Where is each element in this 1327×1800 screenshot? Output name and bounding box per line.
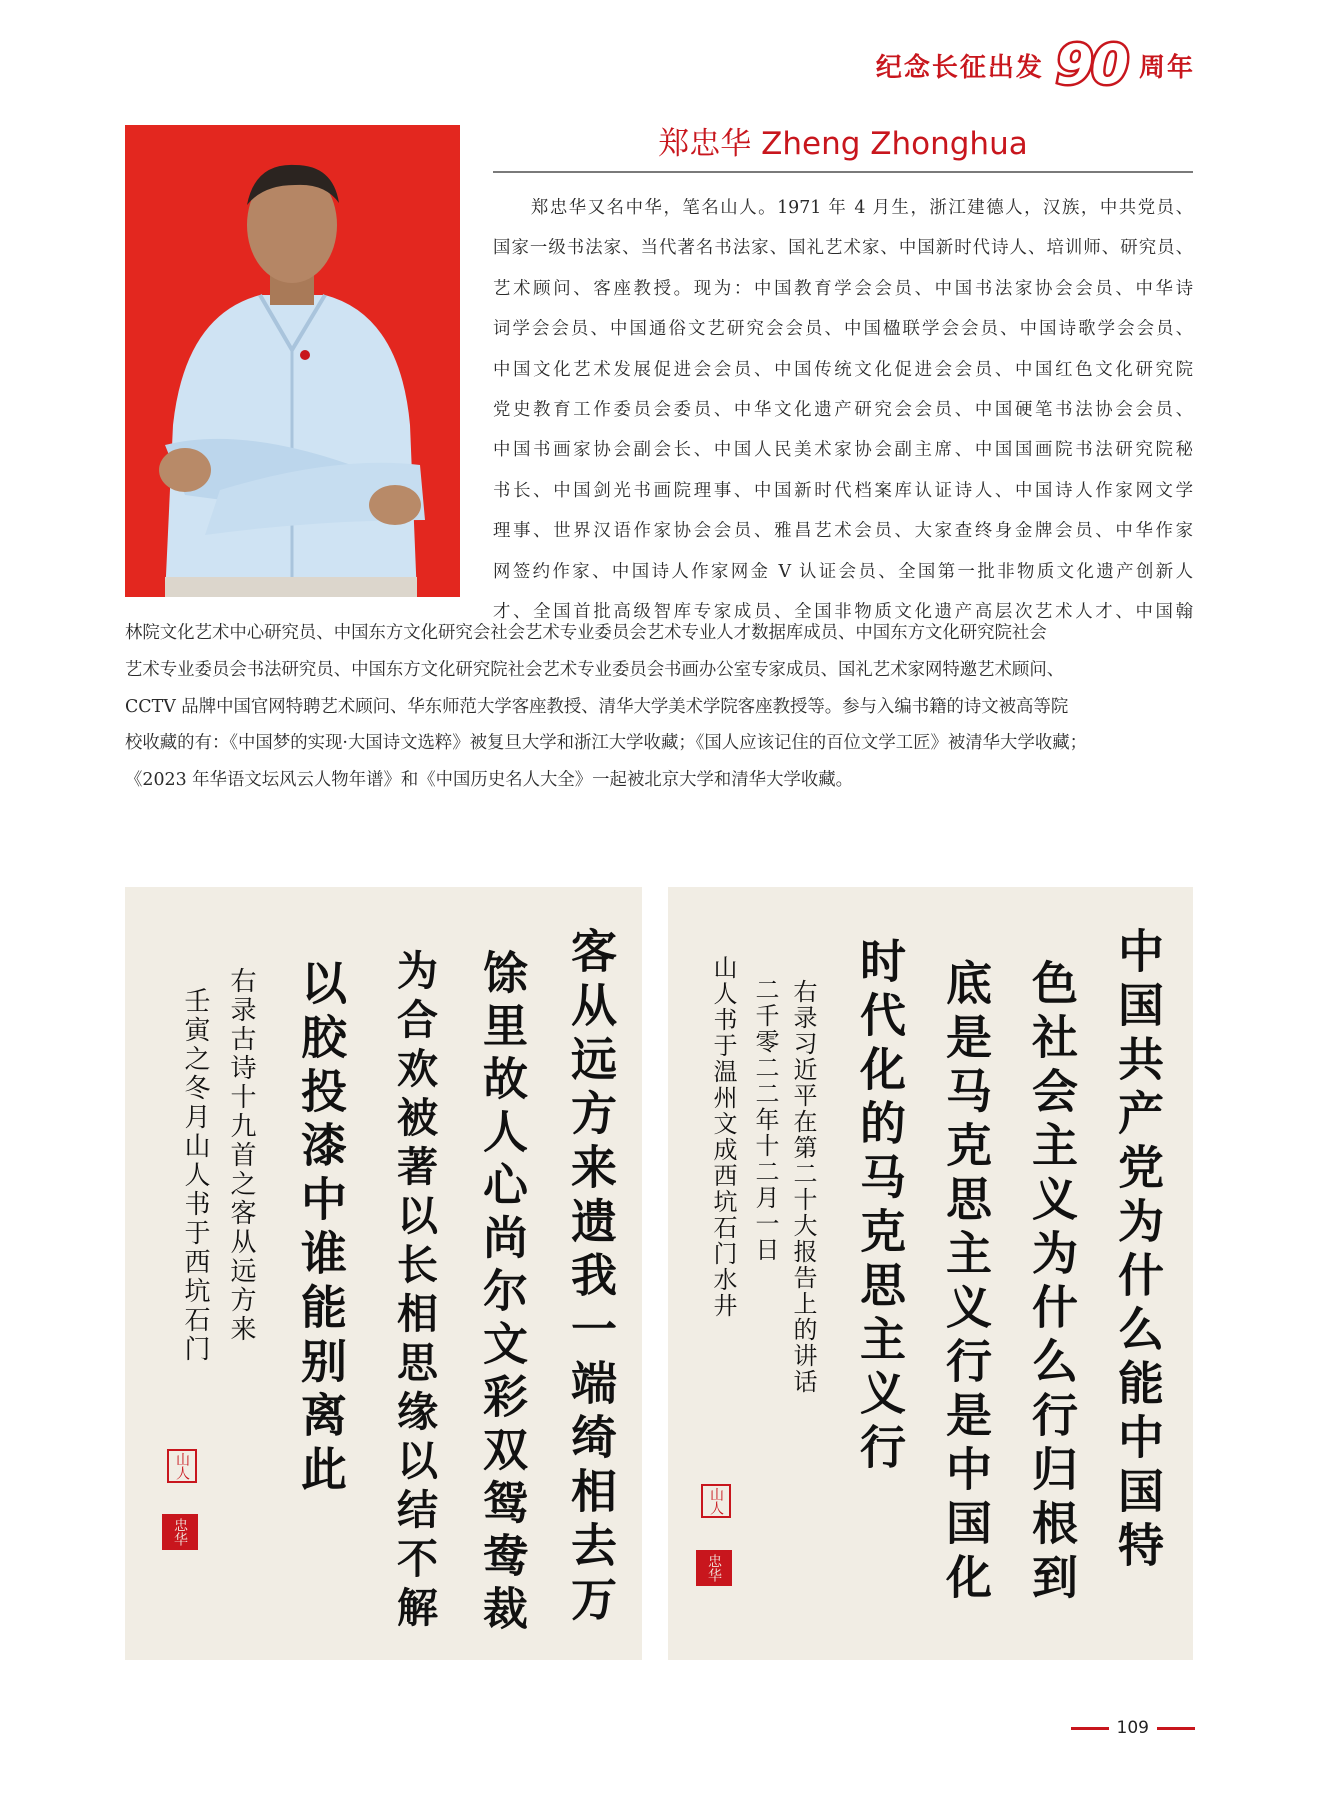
calligraphy-artwork-left — [125, 887, 642, 1660]
calligraphy-inscription: 右录古诗十九首之客从远方来 — [226, 967, 256, 1344]
bio-line: 词学会会员、中国通俗文艺研究会会员、中国楹联学会会员、中国诗歌学会会员、 — [493, 319, 1193, 340]
calligraphy-column: 中国共产党为什么能中国特 — [1111, 927, 1165, 1575]
seal-stamp: 山人 — [701, 1484, 731, 1518]
bio-line: 林院文化艺术中心研究员、中国东方文化研究会社会艺术专业委员会艺术专业人才数据库成员、中国东方文化研究院社会 — [125, 623, 1047, 643]
calligraphy-inscription: 二千零二二年十二月一日 — [751, 977, 779, 1263]
bio-line: 中国书画家协会副会长、中国人民美术家协会副主席、中国国画院书法研究院秘 — [493, 440, 1193, 461]
header-banner — [875, 33, 1195, 96]
portrait-illustration — [125, 125, 460, 597]
banner-prefix: 纪念长征出发 — [875, 52, 1044, 83]
page-footer — [1071, 1718, 1195, 1738]
footer-dash-left — [1071, 1727, 1109, 1730]
calligraphy-inscription: 壬寅之冬月山人书于西坑石门 — [180, 987, 210, 1364]
calligraphy-artwork-right — [668, 887, 1193, 1660]
calligraphy-column: 客从远方来遗我一端绮相去万 — [564, 927, 618, 1629]
bio-line: 才、全国首批高级智库专家成员、全国非物质文化遗产高层次艺术人才、中国翰 — [493, 602, 1193, 623]
bio-paragraph-wide — [125, 615, 1193, 799]
bio-line: 中国文化艺术发展促进会会员、中国传统文化促进会会员、中国红色文化研究院 — [493, 359, 1193, 380]
calligraphy-column: 馀里故人心尚尔文彩双鸳鸯裁 — [475, 949, 528, 1638]
seal-stamp: 忠华 — [162, 1514, 198, 1550]
footer-dash-right — [1157, 1727, 1195, 1730]
bio-line: 党史教育工作委员会委员、中华文化遗产研究会会员、中国硬笔书法协会会员、 — [493, 400, 1193, 421]
banner-number: 90 — [1055, 33, 1127, 96]
bio-line: 理事、世界汉语作家协会会员、雅昌艺术会员、大家查终身金牌会员、中华作家 — [493, 521, 1193, 542]
calligraphy-inscription: 右录习近平在第二十大报告上的讲话 — [789, 979, 817, 1395]
bio-line: CCTV 品牌中国官网特聘艺术顾问、华东师范大学客座教授、清华大学美术学院客座教授等。参与入编书籍的诗文被高等院 — [125, 696, 1069, 717]
calligraphy-column: 色社会主义为什么行归根到 — [1025, 959, 1079, 1607]
title-divider — [493, 171, 1193, 173]
seal-stamp: 山人 — [167, 1449, 197, 1483]
bio-paragraph-narrow — [493, 188, 1193, 632]
portrait-photo — [125, 125, 460, 597]
bio-line: 网签约作家、中国诗人作家网金 V 认证会员、全国第一批非物质文化遗产创新人 — [493, 561, 1193, 582]
calligraphy-column: 以胶投漆中谁能别离此 — [294, 959, 348, 1499]
calligraphy-column: 底是马克思主义行是中国化 — [939, 959, 993, 1607]
bio-line: 国家一级书法家、当代著名书法家、国礼艺术家、中国新时代诗人、培训师、研究员、 — [493, 238, 1193, 259]
calligraphy-column: 为合欢被著以长相思缘以结不解 — [390, 949, 438, 1635]
seal-stamp: 忠华 — [696, 1550, 732, 1586]
calligraphy-column: 时代化的马克思主义行 — [853, 937, 907, 1477]
bio-line: 郑忠华又名中华，笔名山人。1971 年 4 月生，浙江建德人，汉族，中共党员、 — [493, 198, 1193, 218]
banner-suffix: 周年 — [1138, 52, 1195, 83]
bio-line: 艺术顾问、客座教授。现为：中国教育学会会员、中国书法家协会会员、中华诗 — [493, 278, 1193, 299]
page-number: 109 — [1116, 1718, 1149, 1738]
bio-line: 书长、中国剑光书画院理事、中国新时代档案库认证诗人、中国诗人作家网文学 — [493, 480, 1193, 501]
profile-title: 郑忠华 Zheng Zhonghua — [658, 126, 1028, 162]
bio-line: 《2023 年华语文坛风云人物年谱》和《中国历史名人大全》一起被北京大学和清华大学收藏。 — [125, 770, 854, 791]
calligraphy-inscription: 山人书于温州文成西坑石门水井 — [709, 955, 737, 1319]
bio-line: 艺术专业委员会书法研究员、中国东方文化研究院社会艺术专业委员会书画办公室专家成员、国礼艺术家网特邀艺术顾问、 — [125, 659, 1065, 680]
bio-line: 校收藏的有：《中国梦的实现·大国诗文选粹》被复旦大学和浙江大学收藏；《国人应该记住的百位文学工匠》被清华大学收藏； — [125, 733, 1088, 754]
